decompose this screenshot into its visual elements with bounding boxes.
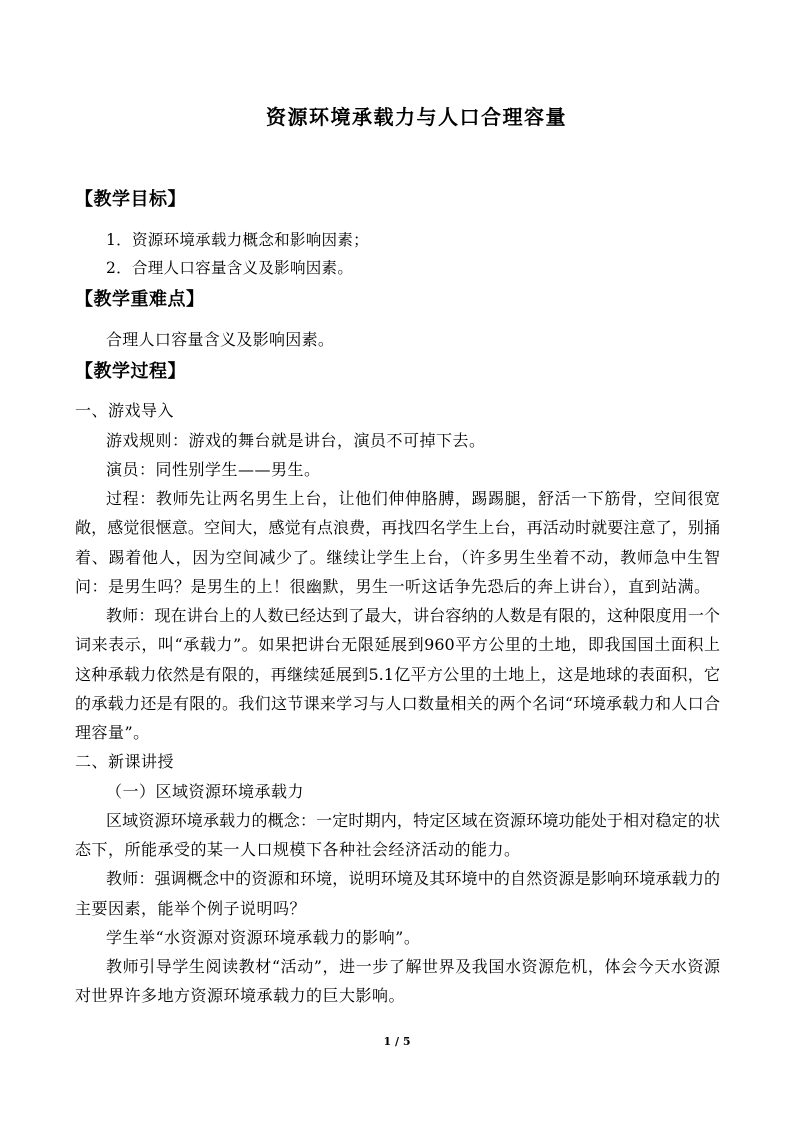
text-line: 这种承载力依然是有限的，再继续延展到5.1亿平方公里的土地上，这是地球的表面积，它	[75, 664, 720, 684]
page-number: 1 / 5	[383, 1035, 411, 1048]
text-line: 敞，感觉很惬意。空间大，感觉有点浪费，再找四名学生上台，再活动时就要注意了，别捅	[75, 518, 720, 538]
text-line: 游戏规则：游戏的舞台就是讲台，演员不可掉下去。	[106, 430, 486, 450]
text-line: 教师引导学生阅读教材“活动”，进一步了解世界及我国水资源危机，体会今天水资源	[106, 957, 720, 977]
text-line: 区域资源环境承载力的概念：一定时期内，特定区域在资源环境功能处于相对稳定的状	[106, 810, 720, 830]
document-title: 资源环境承载力与人口合理容量	[266, 105, 567, 129]
text-line: 演员：同性别学生——男生。	[106, 459, 321, 479]
text-line: 教师：强调概念中的资源和环境，说明环境及其环境中的自然资源是影响环境承载力的	[106, 869, 720, 889]
text-line: 对世界许多地方资源环境承载力的巨大影响。	[75, 986, 406, 1006]
text-line: 教师：现在讲台上的人数已经达到了最大，讲台容纳的人数是有限的，这种限度用一个	[106, 606, 720, 626]
paragraph	[75, 455, 720, 484]
text-line: 一、游戏导入	[75, 401, 175, 421]
text-line: 学生举“水资源对资源环境承载力的影响”。	[106, 927, 421, 947]
objective-item: 2．合理人口容量含义及影响因素。	[106, 259, 354, 277]
section-heading-game-intro	[75, 396, 720, 425]
paragraph	[75, 864, 720, 923]
text-line: 态下，所能承受的某一人口规模下各种社会经济活动的能力。	[75, 840, 521, 860]
objectives-heading: 【教学目标】	[75, 189, 186, 210]
process-body	[75, 396, 720, 1010]
text-line: 二、新课讲授	[75, 752, 175, 772]
paragraph	[75, 484, 720, 601]
key-points-heading: 【教学重难点】	[75, 289, 205, 310]
text-line: （一）区域资源环境承载力	[106, 781, 305, 801]
paragraph	[75, 426, 720, 455]
text-line: 着、踢着他人，因为空间减少了。继续让学生上台，（许多男生坐着不动，教师急中生智	[75, 547, 720, 567]
subsection-heading	[75, 777, 720, 806]
text-line: 过程：教师先让两名男生上台，让他们伸伸胳膊，踢踢腿，舒活一下筋骨，空间很宽	[106, 489, 720, 509]
text-line: 理容量”。	[75, 723, 150, 743]
text-line: 的承载力还是有限的。我们这节课来学习与人口数量相关的两个名词“环境承载力和人口合	[75, 693, 720, 713]
section-heading-new-lesson	[75, 747, 720, 776]
paragraph	[75, 601, 720, 747]
text-line: 词来表示，叫“承载力”。如果把讲台无限延展到960平方公里的土地，即我国国土面积上	[75, 635, 720, 655]
paragraph	[75, 923, 720, 952]
text-line: 问：是男生吗？是男生的上！很幽默，男生一听这话争先恐后的奔上讲台），直到站满。	[75, 576, 711, 596]
objective-item: 1．资源环境承载力概念和影响因素；	[106, 231, 369, 249]
paragraph	[75, 806, 720, 865]
process-heading: 【教学过程】	[75, 361, 186, 382]
key-points-text: 合理人口容量含义及影响因素。	[106, 330, 335, 349]
paragraph	[75, 952, 720, 1011]
text-line: 主要因素，能举个例子说明吗？	[75, 898, 307, 918]
